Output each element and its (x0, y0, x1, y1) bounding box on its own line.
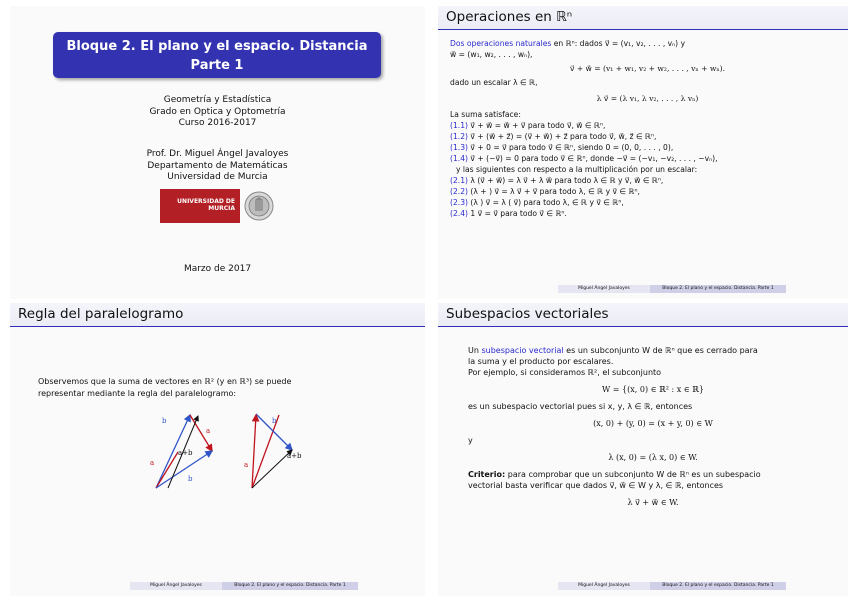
subset-equation: W = {(x, 0) ∈ ℝ² : x ∈ ℝ} (602, 385, 704, 394)
scalar-equation: λ v⃗ = (λ v₁, λ v₂, . . . , λ vₙ) (596, 94, 699, 103)
property-label: (1.3) (450, 143, 469, 152)
property-label: (2.4) (450, 209, 469, 218)
sum-satisfies: La suma satisface: (450, 110, 521, 119)
text-line-2: representar mediante la regla del paralelogramo: (38, 389, 237, 398)
intro-text: en ℝⁿ: dados v⃗ = (v₁, v₂, . . . , vₙ) y (551, 39, 686, 48)
scalar-line: dado un escalar λ ∈ ℝ, (450, 78, 538, 87)
operations-body (450, 38, 845, 219)
property-item (450, 153, 845, 164)
hidden-line-73 (279, 415, 292, 450)
label-a-left: a (150, 459, 155, 467)
mult-property-item (450, 186, 845, 197)
title-line-1: Bloque 2. El plano y el espacio. Distancia (66, 39, 368, 54)
vector-a-left (156, 452, 178, 488)
title-line-2: Parte 1 (190, 58, 244, 73)
vector-sum-right (252, 450, 292, 488)
slide-footer (10, 582, 425, 590)
footer-title: Bloque 2. El plano y el espacio. Distancia. Parte 1 (650, 285, 786, 293)
label-a-right: a (244, 461, 249, 469)
property-label: (1.2) (450, 132, 469, 141)
criterion-line-2: vectorial basta verificar que dados v⃗, w⃗ ∈ W y λ, ∈ ℝ, entonces (468, 481, 724, 490)
criterion-text: para comprobar que un subconjunto W de ℝⁿ es un subespacio (505, 470, 761, 479)
presentation-date: Marzo de 2017 (183, 264, 252, 274)
label-b-left: b (162, 417, 167, 425)
university-name: Universidad de Murcia (167, 172, 268, 182)
department-name: Departamento de Matemáticas (147, 160, 288, 171)
property-text: 1 v⃗ = v⃗ para todo v⃗ ∈ ℝⁿ. (468, 209, 567, 218)
subspaces-body (468, 345, 838, 514)
subspace-link[interactable]: subespacio vectorial (481, 346, 564, 355)
property-text: v⃗ + 0 = v⃗ para todo v⃗ ∈ ℝⁿ, siendo 0 = (0, 0, . . . , 0), (468, 143, 674, 152)
footer-title: Bloque 2. El plano y el espacio. Distancia. Parte 1 (222, 582, 358, 590)
title-box (53, 32, 381, 78)
label-b-right: b (272, 417, 277, 425)
course-name: Geometría y Estadística (163, 95, 272, 105)
parallelogram-text (38, 376, 398, 400)
slide-title: Operaciones en ℝⁿ (438, 6, 848, 30)
text-line-1: Observemos que la suma de vectores en ℝ² (y en ℝ³) se puede (38, 377, 292, 386)
criterion-line (468, 469, 838, 480)
intro-line-2: w⃗ = (w₁, w₂, . . . , wₙ), (450, 50, 533, 59)
footer-author: Miguel Ángel Javaloyes (558, 582, 650, 590)
hidden-line-7 (178, 415, 190, 452)
sum-closure-equation: (x, 0) + (y, 0) = (x + y, 0) ∈ W (593, 419, 713, 428)
scalar-closure-equation: λ (x, 0) = (λ x, 0) ∈ W. (608, 453, 698, 462)
definition-line (468, 345, 838, 356)
definition-rest: es un subconjunto W de ℝⁿ que es cerrado para (563, 346, 758, 355)
sum-equation: v⃗ + w⃗ = (v₁ + w₁, v₂ + w₂, . . . , vₙ + wₙ). (569, 64, 726, 73)
university-logo (160, 189, 273, 223)
slide-title: Subespacios vectoriales (438, 303, 848, 327)
label-sum-left: a+b (178, 449, 193, 457)
footer-author: Miguel Ángel Javaloyes (558, 285, 650, 293)
property-item (450, 120, 845, 131)
property-text: (λ ) v⃗ = λ ( v⃗) para todo λ, ∈ ℝ y v⃗ ∈ ℝⁿ, (468, 198, 624, 207)
natural-operations-link[interactable]: Dos operaciones naturales (450, 39, 552, 48)
degree-name: Grado en Optica y Optometría (149, 106, 286, 117)
mult-intro: y las siguientes con respecto a la multiplicación por un escalar: (456, 165, 698, 174)
title-slide (10, 6, 425, 299)
course-info (10, 95, 425, 130)
mult-property-item (450, 208, 845, 219)
university-seal-icon (244, 191, 274, 221)
subspaces-slide (438, 303, 848, 596)
slide-footer (438, 285, 848, 293)
example-line: Por ejemplo, si consideramos ℝ², el subconjunto (468, 368, 662, 377)
property-label: (2.2) (450, 187, 469, 196)
definition-line-2: la suma y el producto por escalares. (468, 357, 614, 366)
property-label: (2.1) (450, 176, 469, 185)
property-text: λ (v⃗ + w⃗) = λ v⃗ + λ w⃗ para todo λ ∈ ℝ y v⃗, w⃗ ∈ ℝⁿ, (468, 176, 664, 185)
property-item (450, 131, 845, 142)
property-text: (λ + ) v⃗ = λ v⃗ + v⃗ para todo λ, ∈ ℝ y v⃗ ∈ ℝⁿ, (468, 187, 640, 196)
criterion-label: Criterio: (468, 470, 506, 479)
property-text: v⃗ + (w⃗ + z⃗) = (v⃗ + w⃗) + z⃗ para todo v⃗, w⃗, z⃗ ∈ ℝⁿ, (468, 132, 657, 141)
author-info (10, 149, 425, 184)
property-text: v⃗ + w⃗ = w⃗ + v⃗ para todo v⃗, w⃗ ∈ ℝⁿ, (468, 121, 606, 130)
mult-property-item (450, 197, 845, 208)
label-b-bottom: b (188, 475, 193, 483)
property-label: (1.1) (450, 121, 469, 130)
property-text: v⃗ + (−v⃗) = 0 para todo v⃗ ∈ ℝⁿ, donde −v⃗ = (−v₁, −v₂, . . . , −vₙ), (468, 154, 718, 163)
footer-author: Miguel Ángel Javaloyes (130, 582, 222, 590)
slide-title: Regla del paralelogramo (10, 303, 425, 327)
slide-footer (438, 582, 848, 590)
property-label: (2.3) (450, 198, 469, 207)
property-item (450, 142, 845, 153)
intro-line (450, 38, 845, 49)
operations-slide (438, 6, 848, 299)
academic-year: Curso 2016-2017 (178, 118, 257, 128)
definition-start: Un (468, 346, 482, 355)
and-word: y (468, 436, 473, 445)
mult-property-item (450, 175, 845, 186)
author-name: Prof. Dr. Miguel Ángel Javaloyes (146, 149, 289, 159)
subspace-reason: es un subespacio vectorial pues si x, y, λ ∈ ℝ, entonces (468, 402, 693, 411)
label-a-top: a (206, 427, 211, 435)
parallelogram-diagram (134, 403, 334, 503)
logo-text-2: MURCIA (208, 205, 235, 212)
logo-text-1: UNIVERSIDAD DE (177, 198, 235, 205)
logo-banner (160, 189, 240, 223)
hidden-line-22 (279, 415, 292, 450)
criterion-equation: λ v⃗ + w⃗ ∈ W. (627, 498, 679, 507)
footer-title: Bloque 2. El plano y el espacio. Distancia. Parte 1 (650, 582, 786, 590)
parallelogram-slide (10, 303, 425, 596)
property-label: (1.4) (450, 154, 469, 163)
label-sum-right: a+b (287, 452, 302, 460)
